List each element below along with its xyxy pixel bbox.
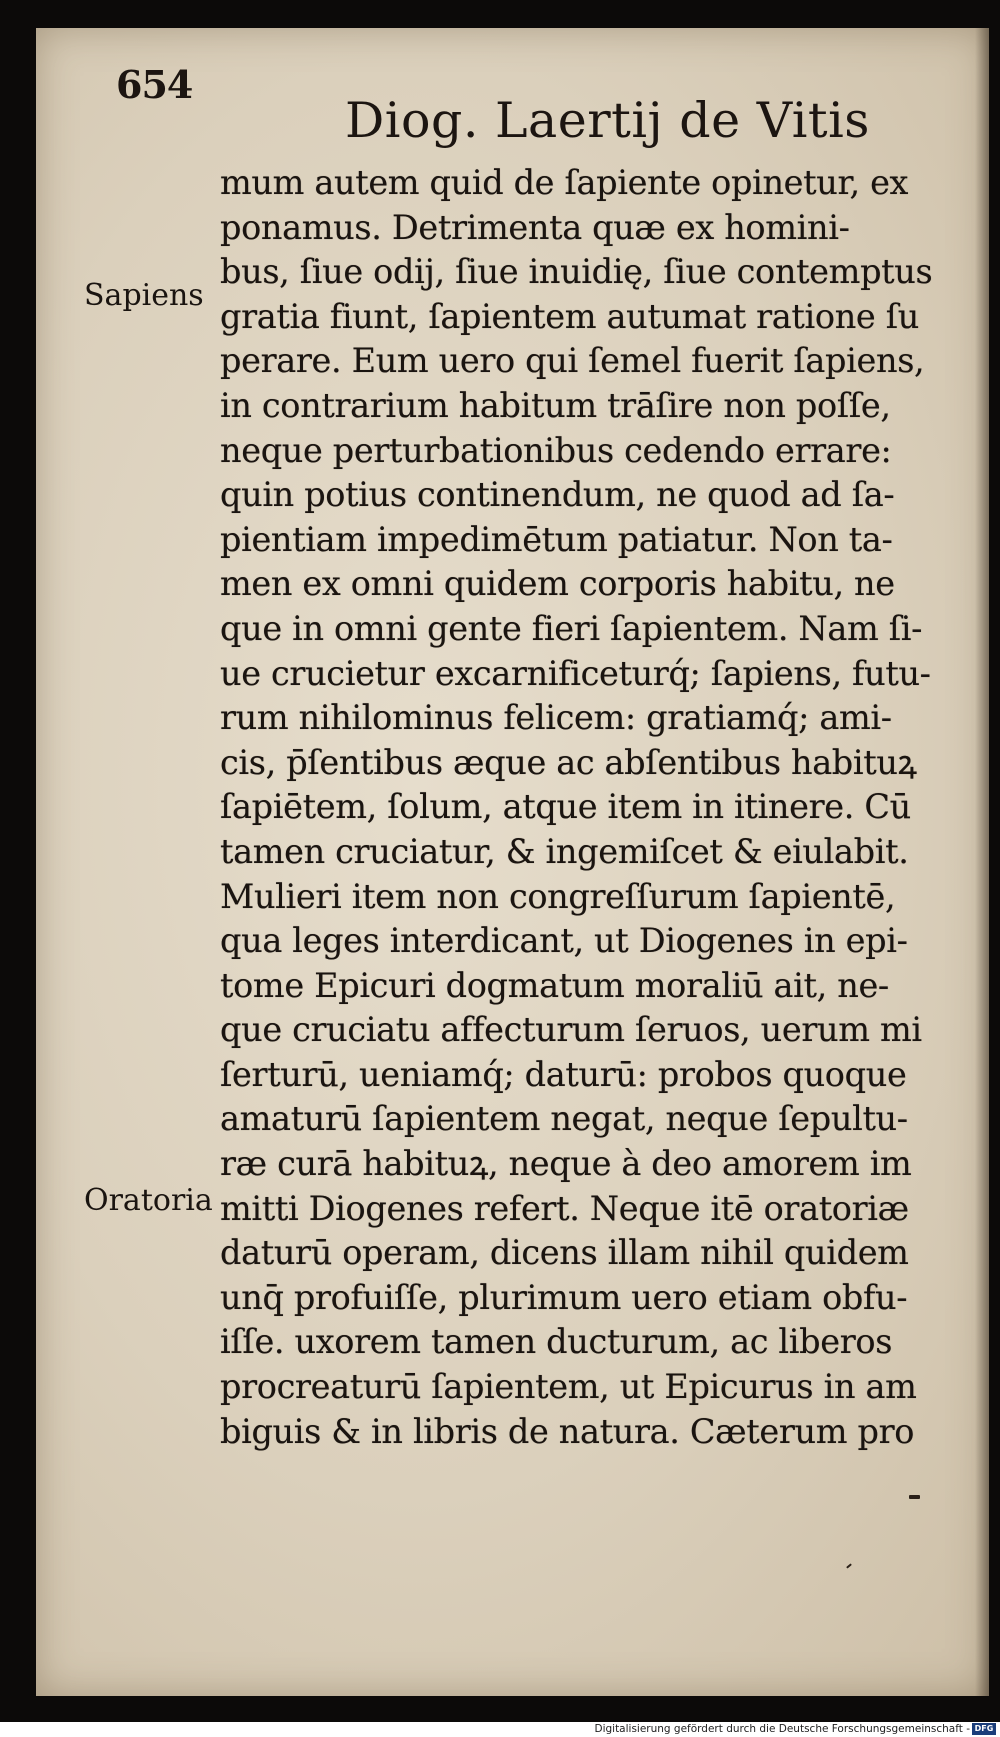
text-line: ſapiētem, ſolum, atque item in itinere. Cū <box>220 787 911 827</box>
text-line: procreaturū ſapientem, ut Epicurus in am <box>220 1367 917 1407</box>
text-line: mum autem quid de ſapiente opinetur, ex <box>220 163 909 202</box>
text-line: biguis & in libris de natura. Cæterum pro <box>220 1411 915 1451</box>
text-line: qua leges interdicant, ut Diogenes in epi- <box>220 921 908 961</box>
text-line: neque perturbationibus cedendo errare: <box>220 430 892 470</box>
text-line: ſerturū, ueniamq́; daturū: probos quoque <box>220 1054 907 1094</box>
text-line: que cruciatu affecturum ſeruos, uerum mi <box>220 1010 922 1050</box>
text-line: daturū operam, dicens illam nihil quidem <box>220 1233 909 1273</box>
digitization-credit: Digitalisierung gefördert durch die Deutsche Forschungsgemeinschaft - <box>594 1723 970 1735</box>
text-line: unq̄ profuiſſe, plurimum uero etiam obfu- <box>220 1277 908 1317</box>
text-line: ræ curā habituꝝ, neque à deo amorem im <box>220 1144 912 1184</box>
text-line: tamen cruciatur, & ingemiſcet & eiulabit. <box>220 831 909 871</box>
text-line: tome Epicuri dogmatum moraliū ait, ne- <box>220 965 889 1005</box>
text-line: que in omni gente fieri ſapientem. Nam ſi- <box>220 608 923 648</box>
ink-speck <box>909 1495 920 1499</box>
text-line: quin potius continendum, ne quod ad ſa- <box>220 475 895 515</box>
body-text <box>220 161 940 1454</box>
page-edge-shadow <box>975 28 989 1696</box>
text-line: men ex omni quidem corporis habitu, ne <box>220 564 895 604</box>
margin-note-sapiens: Sapiens <box>84 278 204 313</box>
margin-note-oratoria: Oratoria <box>84 1183 213 1218</box>
text-line: ponamus. Detrimenta quæ ex homini- <box>220 207 850 247</box>
running-title: Diog. Laertij de Vitis <box>345 92 870 149</box>
page-number: 654 <box>116 62 193 107</box>
text-line: iſſe. uxorem tamen ducturum, ac liberos <box>220 1322 893 1362</box>
text-line: Mulieri item non congreſſurum ſapientē, <box>220 876 896 916</box>
text-line: pientiam impedimētum patiatur. Non ta- <box>220 519 893 559</box>
dfg-logo: DFG <box>972 1723 996 1735</box>
text-line: mitti Diogenes refert. Neque itē oratoriæ <box>220 1188 909 1228</box>
text-line: perare. Eum uero qui ſemel fuerit ſapiens, <box>220 341 925 381</box>
text-line: rum nihilominus felicem: gratiamq́; ami- <box>220 698 892 738</box>
text-line: gratia fiunt, ſapientem autumat ratione ſu <box>220 296 919 336</box>
text-line: cis, p̄ſentibus æque ac abſentibus habituꝝ <box>220 742 917 782</box>
text-line: ue crucietur excarnificeturq́; ſapiens, futu- <box>220 653 931 693</box>
text-line: amaturū ſapientem negat, neque ſepultu- <box>220 1099 908 1139</box>
text-line: in contrarium habitum trāſire non poſſe, <box>220 385 891 425</box>
text-line: bus, ſiue odij, ſiue inuidię, ſiue contemptus <box>220 252 933 292</box>
